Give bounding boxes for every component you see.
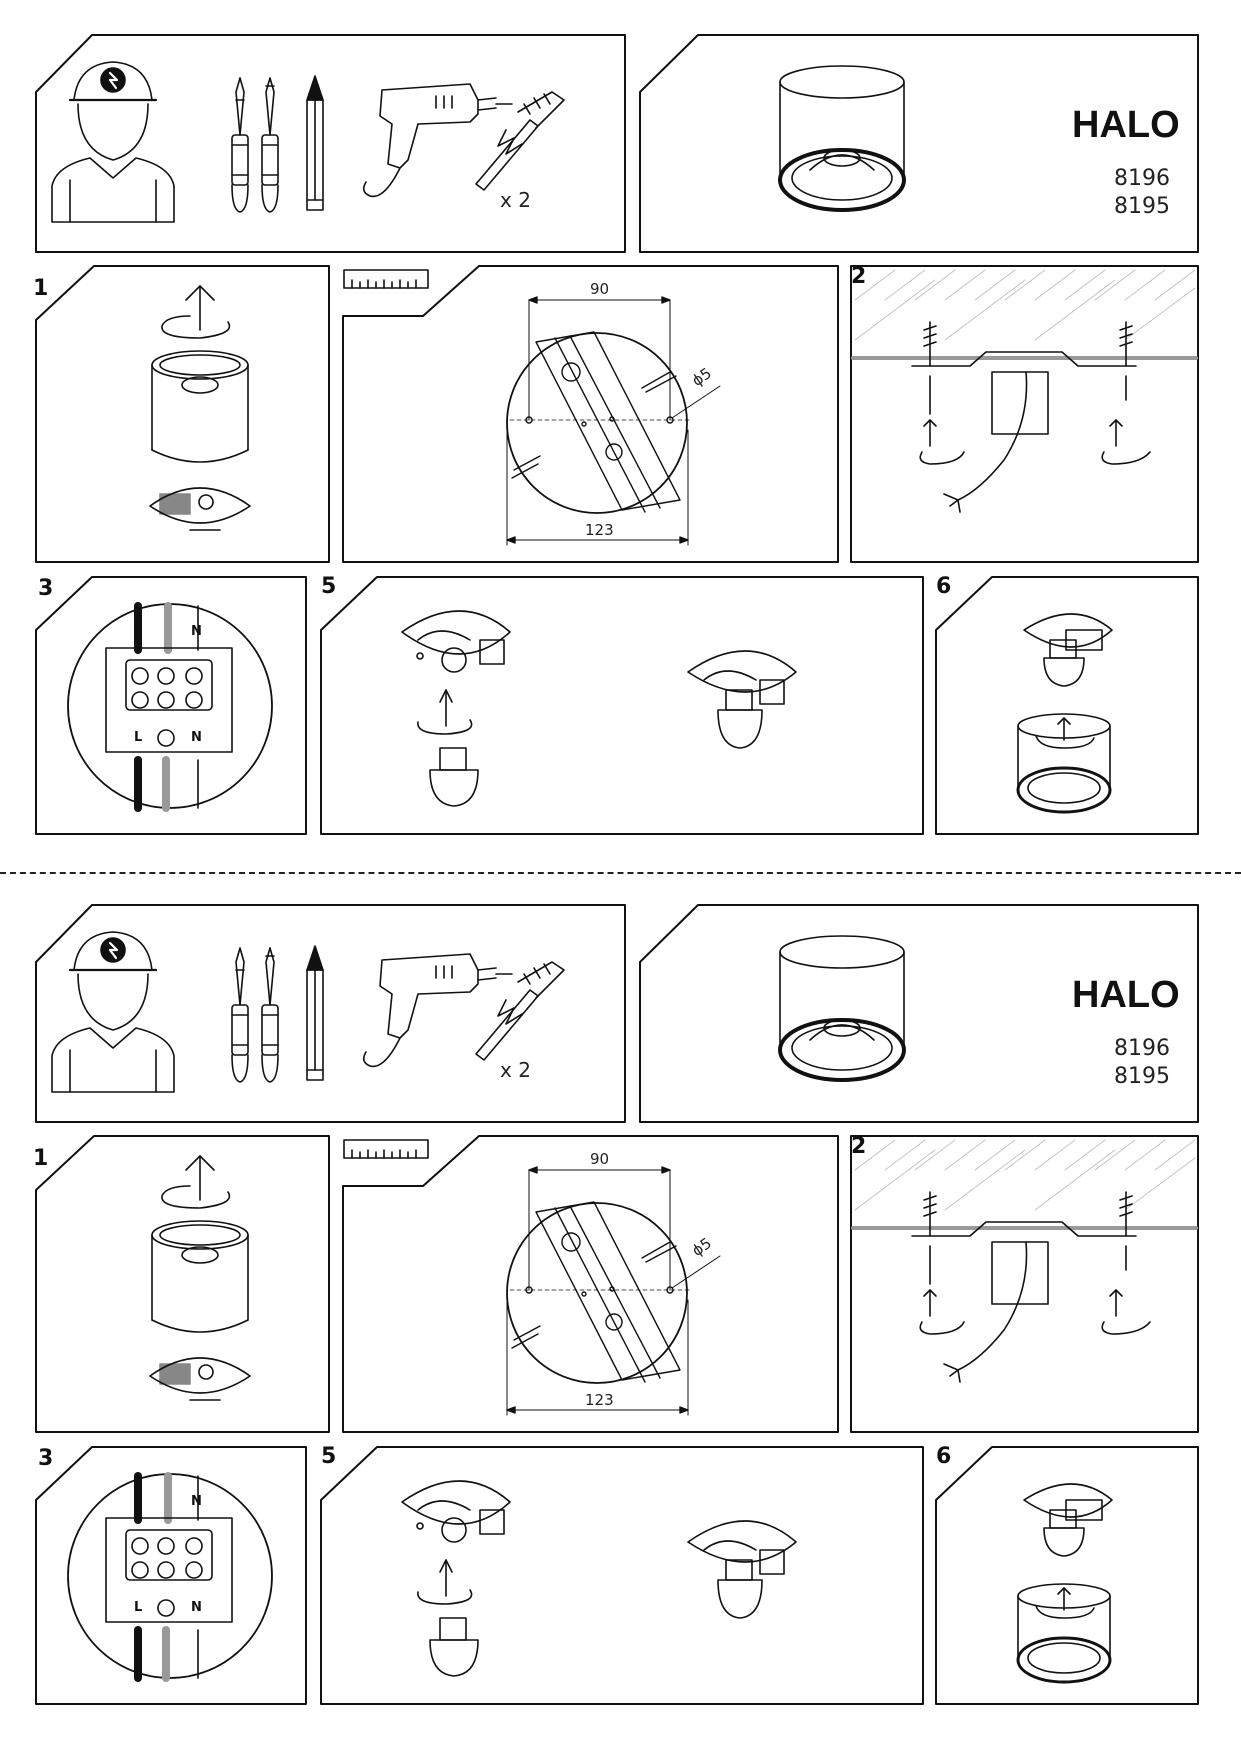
plug-quantity: x 2 [500, 1058, 531, 1082]
terminal-label-live-bottom: L [134, 730, 143, 745]
step5-panel [321, 1447, 923, 1704]
ruler-icon [344, 270, 428, 288]
product-lamp-icon [780, 66, 904, 210]
mounting-panel [343, 266, 838, 562]
pencil-icon [307, 946, 323, 1080]
screwdriver-icon [232, 78, 248, 212]
product-code-2: 8195 [1114, 1064, 1170, 1089]
terminal-block [68, 604, 272, 808]
ceiling-hatch [855, 1140, 1195, 1210]
electrician-icon [52, 932, 174, 1092]
mounting-plate-drawing [507, 1167, 720, 1415]
hole-spacing-label: 90 [590, 280, 610, 298]
step6-panel [936, 577, 1198, 834]
ruler-icon [344, 1140, 428, 1158]
rotate-arrow-icon [418, 1560, 472, 1604]
product-lamp-icon [780, 936, 904, 1080]
screwdriver-icon [262, 948, 278, 1082]
instruction-sheet-top [0, 0, 1241, 870]
terminal-label-live-bottom: L [134, 1600, 143, 1615]
lamp-body [152, 1221, 248, 1332]
step5-panel [321, 577, 923, 834]
screw-plug-left [920, 322, 964, 464]
base-diameter-label: 123 [585, 521, 614, 539]
step6-panel [936, 1447, 1198, 1704]
mounting-plate-drawing [507, 297, 720, 545]
step5-plate-left [402, 1481, 510, 1542]
screwdriver-icon [232, 948, 248, 1082]
step-number-5: 5 [321, 1444, 337, 1469]
rotate-arrow-icon [418, 690, 472, 734]
step6-plate [1024, 614, 1112, 686]
step-number-6: 6 [936, 574, 952, 599]
tools-panel [36, 905, 625, 1122]
electrician-icon [52, 62, 174, 222]
mounting-panel [343, 1136, 838, 1432]
step2-panel [851, 266, 1198, 562]
step-number-1: 1 [33, 276, 49, 301]
rotate-arrow-icon [162, 1156, 230, 1208]
product-code-1: 8196 [1114, 1036, 1170, 1061]
terminal-block [68, 1474, 272, 1678]
step6-lamp [1018, 1584, 1110, 1682]
step-number-3: 3 [38, 576, 54, 601]
bulb-icon [430, 1618, 478, 1676]
tools-panel [36, 35, 625, 252]
terminal-label-neutral-bottom: N [191, 730, 202, 745]
rotate-arrow-icon [162, 286, 230, 338]
step5-plate-left [402, 611, 510, 672]
base-diameter-label: 123 [585, 1391, 614, 1409]
product-code-1: 8196 [1114, 166, 1170, 191]
drill-icon [364, 954, 512, 1066]
step2-panel [851, 1136, 1198, 1432]
product-title: HALO [1072, 104, 1180, 146]
terminal-label-live-top: L [134, 624, 143, 639]
hole-diameter-label: ϕ5 [688, 1234, 715, 1260]
ceiling-hatch [855, 270, 1195, 340]
wall-plug-icon [476, 92, 564, 190]
hole-spacing-label: 90 [590, 1150, 610, 1168]
mounting-plate-small [150, 1358, 250, 1400]
screw-plug-right [1102, 322, 1150, 464]
wall-plug-icon [476, 962, 564, 1060]
step-number-5: 5 [321, 574, 337, 599]
step5-plate-right [688, 651, 796, 748]
terminal-label-live-top: L [134, 1494, 143, 1509]
product-title: HALO [1072, 974, 1180, 1016]
mounting-bracket [912, 1222, 1136, 1382]
hole-diameter-label: ϕ5 [688, 364, 715, 390]
step-number-3: 3 [38, 1446, 54, 1471]
bulb-icon [430, 748, 478, 806]
step-number-6: 6 [936, 1444, 952, 1469]
step-number-2: 2 [851, 264, 867, 289]
step6-lamp [1018, 714, 1110, 812]
step6-plate [1024, 1484, 1112, 1556]
screw-plug-left [920, 1192, 964, 1334]
pencil-icon [307, 76, 323, 210]
screwdriver-icon [262, 78, 278, 212]
instruction-sheet-bottom [0, 870, 1241, 1740]
step1-panel [36, 266, 329, 562]
terminal-label-neutral-top: N [191, 1494, 202, 1509]
mounting-bracket [912, 352, 1136, 512]
step-number-2: 2 [851, 1134, 867, 1159]
screw-plug-right [1102, 1192, 1150, 1334]
step5-plate-right [688, 1521, 796, 1618]
terminal-label-neutral-top: N [191, 624, 202, 639]
terminal-label-neutral-bottom: N [191, 1600, 202, 1615]
plug-quantity: x 2 [500, 188, 531, 212]
drill-icon [364, 84, 512, 196]
step-number-1: 1 [33, 1146, 49, 1171]
mounting-plate-small [150, 488, 250, 530]
product-code-2: 8195 [1114, 194, 1170, 219]
step1-panel [36, 1136, 329, 1432]
lamp-body [152, 351, 248, 462]
